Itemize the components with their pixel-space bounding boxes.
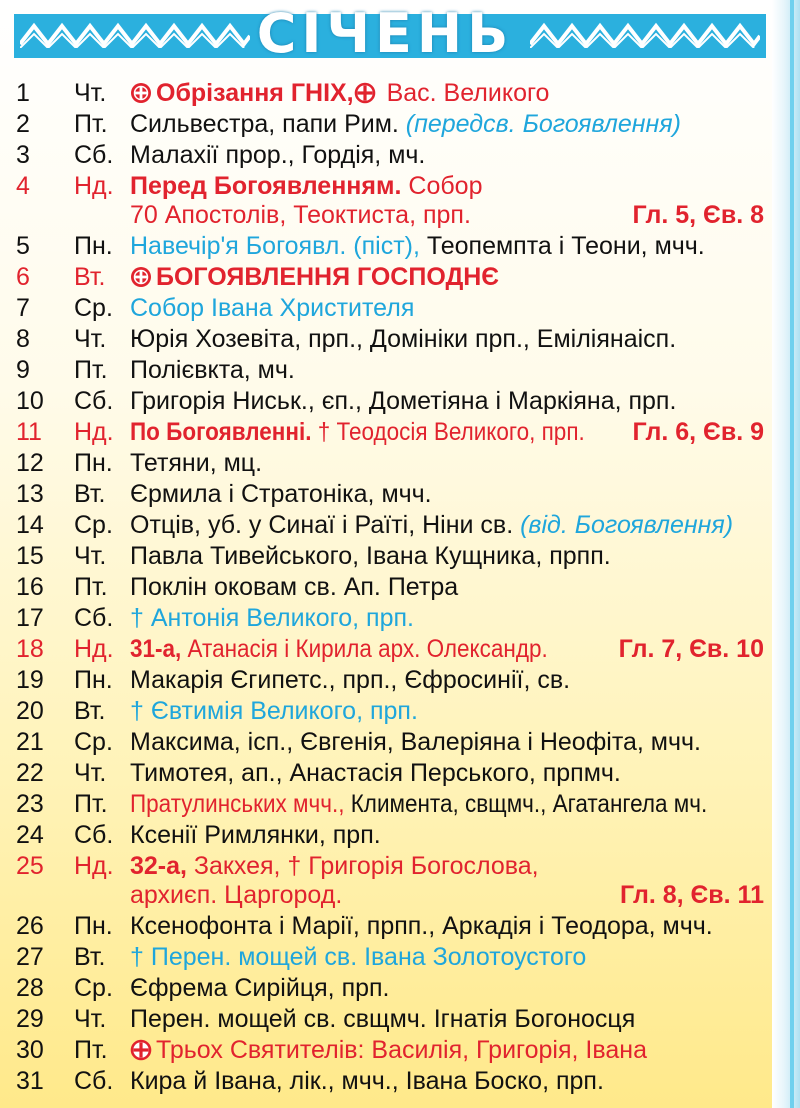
calendar-row xyxy=(16,727,772,758)
calendar-row xyxy=(16,510,772,541)
day-entry-continued xyxy=(130,880,342,911)
entry-text-segment: Ксенії Римлянки, прп. xyxy=(130,821,381,849)
day-of-week: Пт. xyxy=(74,790,108,818)
day-of-week: Чт. xyxy=(74,79,107,107)
entry-text-segment: † Євтимія Великого, прп. xyxy=(130,697,418,725)
calendar-row xyxy=(16,572,772,603)
tone-gospel-reading: Гл. 7, Єв. 10 xyxy=(618,635,764,663)
day-entry xyxy=(130,262,499,293)
calendar-row xyxy=(16,696,772,727)
month-title: СІЧЕНЬ xyxy=(256,2,514,65)
day-of-week: Чт. xyxy=(74,542,107,570)
day-entry xyxy=(130,78,549,109)
day-entry xyxy=(130,541,611,572)
entry-text-segment: Атанасія і Кирила арх. Олександр. xyxy=(181,635,548,663)
entry-text-segment: (передсв. Богоявлення) xyxy=(405,110,681,138)
day-number: 22 xyxy=(16,759,44,787)
day-entry xyxy=(130,324,676,355)
day-of-week: Сб. xyxy=(74,821,114,849)
day-number: 10 xyxy=(16,387,44,415)
entry-text-segment: Пратулинських мчч., xyxy=(130,790,345,818)
calendar-row xyxy=(16,1066,772,1097)
day-of-week: Нд. xyxy=(74,172,114,200)
right-edge-decoration xyxy=(772,0,800,1108)
day-number: 23 xyxy=(16,790,44,818)
day-entry xyxy=(130,603,414,634)
calendar-row xyxy=(16,479,772,510)
day-number: 4 xyxy=(16,172,30,200)
calendar-row xyxy=(16,758,772,789)
entry-text-segment: Григорія Ниськ., єп., Дометіяна і Маркіяна, прп. xyxy=(130,387,677,415)
calendar-row xyxy=(16,293,772,324)
calendar-row xyxy=(16,1035,772,1066)
day-entry xyxy=(130,355,295,386)
day-entry xyxy=(130,665,570,696)
day-of-week: Сб. xyxy=(74,1067,114,1095)
header xyxy=(0,0,768,75)
entry-text-segment: † Теодосія Великого, прп. xyxy=(311,418,585,446)
day-entry xyxy=(130,417,635,448)
day-number: 26 xyxy=(16,912,44,940)
day-entry xyxy=(130,386,676,417)
day-entry xyxy=(130,510,733,541)
calendar-row xyxy=(16,820,772,851)
entry-text-segment: 31-а, xyxy=(130,635,182,663)
day-number: 9 xyxy=(16,356,30,384)
day-of-week: Нд. xyxy=(74,635,114,663)
day-of-week: Пт. xyxy=(74,356,108,384)
calendar-row xyxy=(16,634,772,665)
day-of-week: Пт. xyxy=(74,1036,108,1064)
day-of-week: Пт. xyxy=(74,573,108,601)
day-number: 13 xyxy=(16,480,44,508)
calendar-row xyxy=(16,324,772,355)
day-number: 29 xyxy=(16,1005,44,1033)
day-number: 6 xyxy=(16,263,30,291)
calendar-row xyxy=(16,109,772,140)
calendar-row xyxy=(16,140,772,171)
day-entry xyxy=(130,727,701,758)
entry-text-segment: Сильвестра, папи Рим. xyxy=(130,110,406,138)
day-number: 8 xyxy=(16,325,30,353)
day-entry xyxy=(130,109,681,140)
day-of-week: Ср. xyxy=(74,728,113,756)
calendar-row xyxy=(16,541,772,572)
day-entry xyxy=(130,942,586,973)
entry-text-segment: Теопемпта і Теони, мчч. xyxy=(419,232,705,260)
entry-text-segment: Єрмила і Стратоніка, мчч. xyxy=(130,480,432,508)
cross-circle-filled-icon xyxy=(130,266,152,288)
day-number: 11 xyxy=(16,418,42,446)
calendar-row xyxy=(16,603,772,634)
entry-text-segment: Юрія Хозевіта, прп., Домініки прп., Еміліянаісп. xyxy=(130,325,677,353)
entry-text-segment: Перед Богоявленням. xyxy=(130,172,402,200)
calendar-row xyxy=(16,973,772,1004)
entry-text-segment: Навечір'я Богоявл. (піст), xyxy=(130,232,420,260)
day-of-week: Ср. xyxy=(74,511,113,539)
day-of-week: Сб. xyxy=(74,604,114,632)
day-number: 28 xyxy=(16,974,44,1002)
day-entry xyxy=(130,789,771,820)
calendar-row xyxy=(16,942,772,973)
entry-text-segment: Макарія Єгипетс., прп., Єфросинії, св. xyxy=(130,666,571,694)
day-number: 7 xyxy=(16,294,30,322)
entry-text-segment: Закхея, † Григорія Богослова, xyxy=(186,852,539,880)
day-entry xyxy=(130,634,594,665)
day-entry xyxy=(130,1004,635,1035)
day-entry xyxy=(130,820,381,851)
day-entry-continued xyxy=(130,200,471,231)
day-of-week: Сб. xyxy=(74,141,114,169)
day-entry xyxy=(130,1066,604,1097)
day-entry xyxy=(130,1035,647,1066)
entry-text-segment: Тимотея, ап., Анастасія Перського, прпмч. xyxy=(130,759,621,787)
calendar-row xyxy=(16,911,772,942)
day-entry xyxy=(130,911,713,942)
entry-text-segment: Поклін оковам св. Ап. Петра xyxy=(130,573,459,601)
day-number: 25 xyxy=(16,852,44,880)
day-number: 20 xyxy=(16,697,44,725)
day-of-week: Нд. xyxy=(74,418,114,446)
day-number: 17 xyxy=(16,604,44,632)
entry-text-segment: Павла Тивейського, Івана Кущника, прпп. xyxy=(130,542,611,570)
day-entry xyxy=(130,479,432,510)
day-number: 15 xyxy=(16,542,44,570)
entry-text-segment: Обрізання ГНІХ, xyxy=(156,79,354,107)
day-of-week: Вт. xyxy=(74,480,106,508)
day-of-week: Ср. xyxy=(74,294,113,322)
entry-text-segment: 32-а, xyxy=(130,852,187,880)
day-entry xyxy=(130,293,414,324)
day-number: 31 xyxy=(16,1067,44,1095)
day-of-week: Вт. xyxy=(74,943,106,971)
calendar-row xyxy=(16,851,772,911)
entry-text-segment: Єфрема Сирійця, прп. xyxy=(130,974,390,1002)
entry-text-segment: Малахії прор., Гордія, мч. xyxy=(130,141,426,169)
ornament-right xyxy=(530,22,760,48)
cross-circle-outline-icon xyxy=(354,82,376,104)
day-number: 24 xyxy=(16,821,44,849)
day-number: 12 xyxy=(16,449,44,477)
calendar-row xyxy=(16,1004,772,1035)
day-of-week: Вт. xyxy=(74,263,106,291)
entry-text-segment: Отців, уб. у Синаї і Раїті, Ніни св. xyxy=(130,511,521,539)
day-number: 5 xyxy=(16,232,30,260)
entry-text-segment: (від. Богоявлення) xyxy=(520,511,734,539)
calendar-row xyxy=(16,417,772,448)
day-number: 19 xyxy=(16,666,44,694)
cross-circle-filled-icon xyxy=(130,82,152,104)
entry-text-segment: 70 Апостолів, Теоктиста, прп. xyxy=(130,201,471,229)
day-of-week: Чт. xyxy=(74,1005,107,1033)
ornament-left xyxy=(20,22,250,48)
entry-text-segment: Тетяни, мц. xyxy=(130,449,263,477)
day-of-week: Пн. xyxy=(74,666,113,694)
day-entry xyxy=(130,448,262,479)
day-entry xyxy=(130,696,418,727)
entry-text-segment: Трьох Святителів: Василія, Григорія, Івана xyxy=(156,1036,647,1064)
calendar-row xyxy=(16,171,772,231)
day-of-week: Пн. xyxy=(74,449,113,477)
cross-circle-outline-icon xyxy=(130,1039,152,1061)
calendar-row xyxy=(16,231,772,262)
day-number: 16 xyxy=(16,573,44,601)
entry-text-segment: Ксенофонта і Марії, прпп., Аркадія і Теодора, мчч. xyxy=(130,912,713,940)
entry-text-segment: Полієвкта, мч. xyxy=(130,356,295,384)
day-of-week: Чт. xyxy=(74,759,107,787)
entry-text-segment: архиєп. Царгород. xyxy=(130,881,343,909)
entry-text-segment: БОГОЯВЛЕННЯ ГОСПОДНЄ xyxy=(156,263,500,291)
entry-text-segment: Вас. Великого xyxy=(379,79,550,107)
day-number: 3 xyxy=(16,141,30,169)
day-of-week: Пн. xyxy=(74,912,113,940)
calendar-list xyxy=(16,78,772,1097)
day-entry xyxy=(130,572,458,603)
tone-gospel-reading: Гл. 8, Єв. 11 xyxy=(620,881,764,909)
day-entry xyxy=(130,851,539,882)
calendar-row xyxy=(16,78,772,109)
day-number: 21 xyxy=(16,728,44,756)
calendar-row xyxy=(16,789,772,820)
entry-text-segment: Климента, свщмч., Агатангела мч. xyxy=(344,790,708,818)
day-number: 18 xyxy=(16,635,44,663)
day-of-week: Ср. xyxy=(74,974,113,1002)
calendar-row xyxy=(16,665,772,696)
tone-gospel-reading: Гл. 5, Єв. 8 xyxy=(632,201,764,229)
entry-text-segment: Собор xyxy=(401,172,483,200)
calendar-row xyxy=(16,355,772,386)
day-entry xyxy=(130,171,482,202)
day-entry xyxy=(130,140,425,171)
day-number: 27 xyxy=(16,943,44,971)
entry-text-segment: Максима, ісп., Євгенія, Валеріяна і Неофіта, мчч. xyxy=(130,728,701,756)
day-of-week: Вт. xyxy=(74,697,106,725)
day-number: 30 xyxy=(16,1036,44,1064)
entry-text-segment: Перен. мощей св. свщмч. Ігнатія Богоносця xyxy=(130,1005,636,1033)
day-number: 14 xyxy=(16,511,44,539)
day-entry xyxy=(130,973,390,1004)
entry-text-segment: Кира й Івана, лік., мчч., Івана Боско, прп. xyxy=(130,1067,604,1095)
day-entry xyxy=(130,758,621,789)
entry-text-segment: † Перен. мощей св. Івана Золотоустого xyxy=(130,943,587,971)
calendar-row xyxy=(16,448,772,479)
entry-text-segment: † Антонія Великого, прп. xyxy=(130,604,414,632)
day-number: 2 xyxy=(16,110,30,138)
calendar-row xyxy=(16,386,772,417)
day-of-week: Нд. xyxy=(74,852,114,880)
day-of-week: Чт. xyxy=(74,325,107,353)
tone-gospel-reading: Гл. 6, Єв. 9 xyxy=(632,418,764,446)
day-of-week: Пн. xyxy=(74,232,113,260)
calendar-row xyxy=(16,262,772,293)
day-number: 1 xyxy=(16,79,30,107)
entry-text-segment: Собор Івана Христителя xyxy=(130,294,415,322)
day-of-week: Пт. xyxy=(74,110,108,138)
day-of-week: Сб. xyxy=(74,387,114,415)
entry-text-segment: По Богоявленні. xyxy=(130,418,312,446)
day-entry xyxy=(130,231,705,262)
